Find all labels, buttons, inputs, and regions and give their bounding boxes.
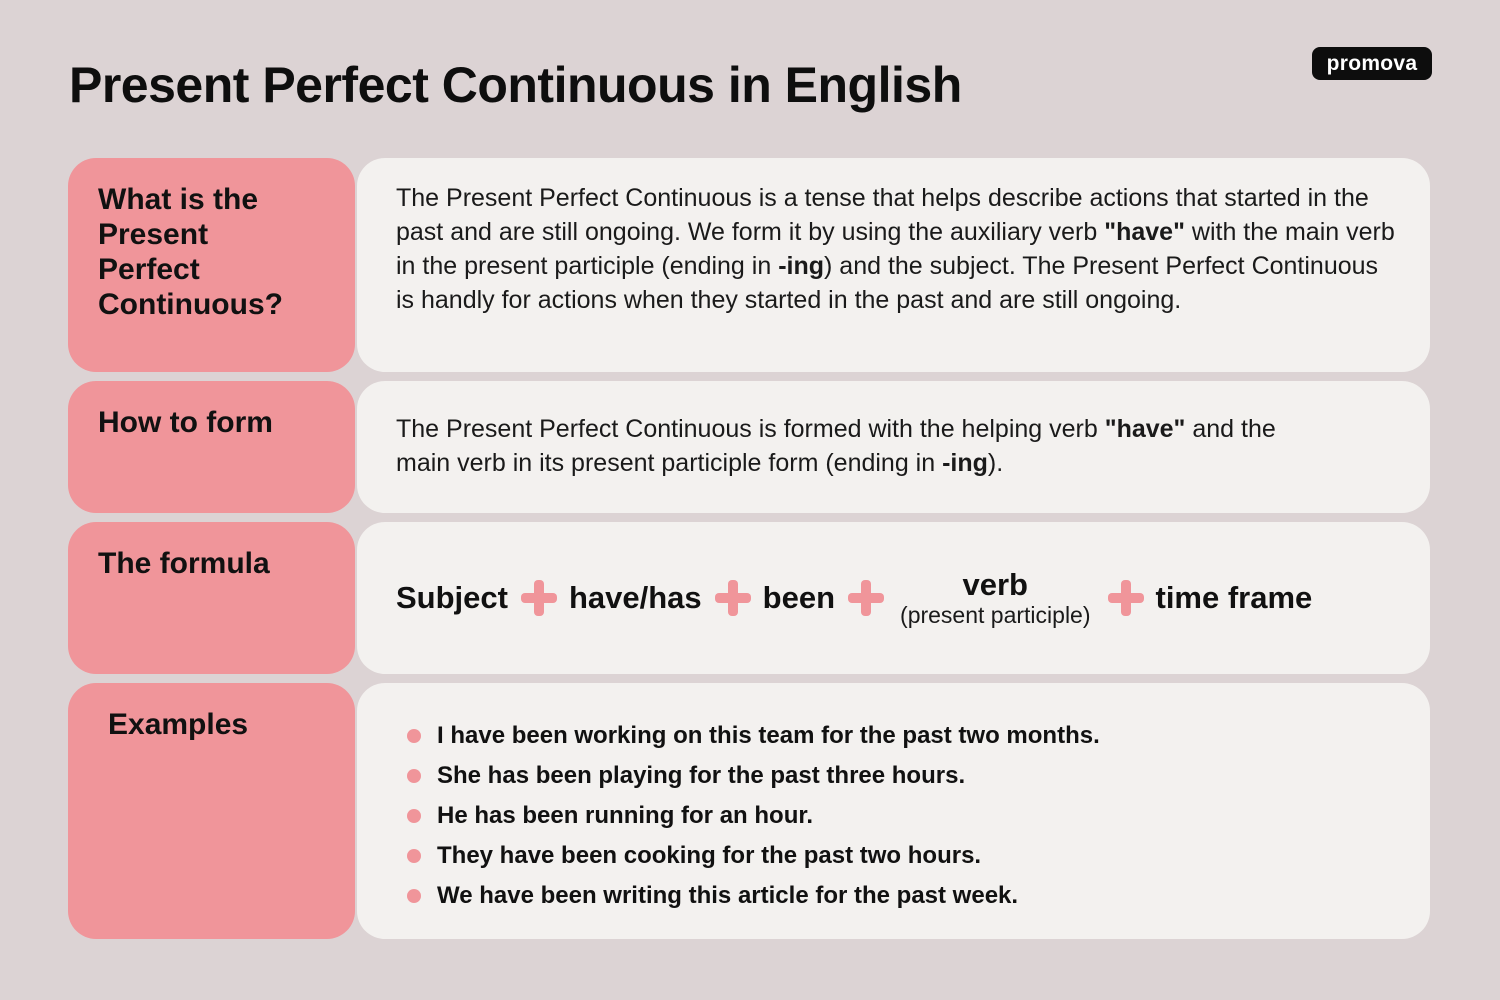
formula-term-been: been [762, 580, 836, 615]
how-to-form-label-text: How to form [98, 406, 273, 439]
example-text: He has been running for an hour. [437, 802, 814, 829]
list-item [407, 876, 1400, 916]
examples-label-text: Examples [108, 708, 249, 741]
example-text: They have been cooking for the past two hours. [437, 842, 982, 869]
keyword-have: "have" [1104, 415, 1186, 443]
formula-term-verb-group [900, 568, 1090, 628]
text-segment: with the main verb in the present participle (ending in [396, 218, 1395, 280]
formula-term-verb: verb [962, 567, 1028, 602]
formula-label [68, 522, 355, 674]
list-item [407, 716, 1400, 756]
list-item [407, 836, 1400, 876]
bullet-icon [407, 769, 421, 783]
formula-term-time: time frame [1155, 580, 1313, 615]
examples-card [357, 683, 1430, 939]
text-segment: The Present Perfect Continuous is a tense that helps describe actions that started in the past and are still ongoing. We form it by using the auxiliary verb [396, 184, 1369, 246]
definition-label-line: Continuous? [98, 288, 283, 321]
definition-text [396, 181, 1400, 317]
formula-term-subject: Subject [396, 580, 508, 615]
plus-icon [521, 580, 557, 616]
examples-list [407, 716, 1400, 916]
bullet-icon [407, 729, 421, 743]
definition-label-line: Perfect [98, 253, 200, 286]
list-item [407, 756, 1400, 796]
formula-label-text: The formula [98, 547, 270, 580]
plus-icon [848, 580, 884, 616]
formula-row [396, 568, 1400, 628]
bullet-icon [407, 889, 421, 903]
example-text: I have been working on this team for the past two months. [437, 722, 1100, 749]
formula-term-verb-note: (present participle) [900, 602, 1091, 628]
formula-term-have: have/has [568, 580, 702, 615]
bullet-icon [407, 809, 421, 823]
how-to-form-text [396, 412, 1316, 480]
example-text: She has been playing for the past three hours. [437, 762, 966, 789]
definition-card [357, 158, 1430, 372]
text-segment: ). [987, 449, 1004, 477]
keyword-have: "have" [1104, 218, 1185, 246]
formula-card [357, 522, 1430, 674]
definition-label [68, 158, 355, 372]
text-segment: The Present Perfect Continuous is formed with the helping verb [396, 415, 1105, 443]
text-segment: and the main verb in its present participle form (ending in [396, 415, 1276, 477]
plus-icon [715, 580, 751, 616]
definition-label-line: What is the [98, 183, 259, 216]
definition-label-line: Present [98, 218, 209, 251]
how-to-form-card [357, 381, 1430, 513]
examples-label [68, 683, 355, 939]
bullet-icon [407, 849, 421, 863]
how-to-form-label [68, 381, 355, 513]
page-title: Present Perfect Continuous in English [69, 57, 962, 113]
list-item [407, 796, 1400, 836]
keyword-ing: -ing [778, 252, 825, 280]
keyword-ing: -ing [942, 449, 988, 477]
promova-logo: promova [1312, 47, 1432, 80]
example-text: We have been writing this article for the past week. [437, 882, 1019, 909]
plus-icon [1108, 580, 1144, 616]
text-segment: ) and the subject. The Present Perfect Continuous is handly for actions when they started in the past and are still ongoing. [396, 252, 1379, 314]
